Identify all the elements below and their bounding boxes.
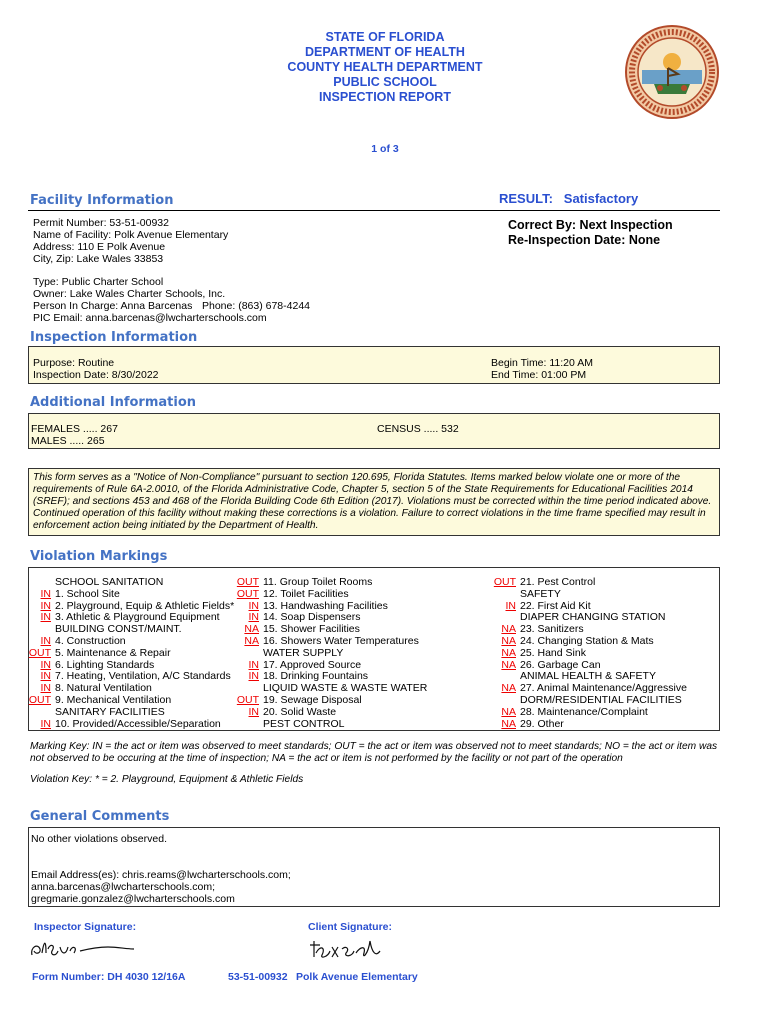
violation-row [0,612,687,624]
violation-status: OUT [236,693,259,706]
person-in-charge: Person In Charge: Anna Barcenas [33,300,193,312]
males-count: MALES ..... 265 [31,435,105,447]
page-number: 1 of 3 [371,143,399,155]
violation-item: WATER SUPPLY [263,646,344,659]
violation-item: 1. School Site [55,587,120,600]
header-line: COUNTY HEALTH DEPARTMENT [287,60,483,74]
violation-key: Violation Key: * = 2. Playground, Equipment & Athletic Fields [30,774,304,785]
comment-text: No other violations observed. [31,833,167,845]
violation-item: 17. Approved Source [263,658,362,671]
violation-item: 11. Group Toilet Rooms [263,576,373,588]
violation-status: IN [40,682,51,695]
comment-email: Email Address(es): chris.reams@lwcharterschools.com; [31,869,291,881]
violation-status: IN [248,705,259,718]
violation-item: 18. Drinking Fountains [263,670,369,683]
comment-email: anna.barcenas@lwcharterschools.com; [31,881,215,893]
violation-status: NA [501,646,516,659]
violation-status: IN [40,599,51,612]
violation-item: 25. Hand Sink [520,646,586,659]
form-number: Form Number: DH 4030 12/16A [32,971,186,983]
footer-facility: Polk Avenue Elementary [296,971,418,983]
violation-status: OUT [493,576,516,588]
violation-item: 9. Mechanical Ventilation [55,693,172,706]
violation-item: 10. Provided/Accessible/Separation [55,717,221,730]
violation-item: BUILDING CONST/MAINT. [55,623,182,636]
violation-item: 27. Animal Maintenance/Aggressive [520,682,687,695]
pic-email: PIC Email: anna.barcenas@lwcharterschools.com [33,312,267,324]
violation-item: 29. Other [520,717,564,730]
inspection-section-title: Inspection Information [30,330,198,345]
violation-status: IN [248,599,259,612]
violation-item: 21. Pest Control [520,576,596,588]
violation-item: 6. Lighting Standards [55,658,155,671]
inspector-signature [28,935,138,961]
non-compliance-notice: This form serves as a "Notice of Non-Compliance" pursuant to section 120.695, Florida Statutes. Items marked below violate one or more of the requirements of Rule 6A-2.0010, of the Florida Administrative Code, Chapter 5, section 5 of the State Requirements for Educational Facilities 2014 (SREF); and sections 453 and 468 of the Florida Building Code 6th Edition (2017). Violations must be corrected within the time period indicated above. Continued operation of this facility without making these corrections is a violation. Failure to correct violations in the time frame specified may result in enforcement action being initiated by the Department of Health. [28,468,720,536]
violation-item: 22. First Aid Kit [520,599,591,612]
client-signature [306,935,386,961]
violation-item: DORM/RESIDENTIAL FACILITIES [520,693,682,706]
violation-status: NA [501,717,516,730]
comments-section-title: General Comments [30,809,170,824]
violation-item: ANIMAL HEALTH & SAFETY [520,670,656,683]
violation-status: IN [40,717,51,730]
end-time: End Time: 01:00 PM [491,369,587,381]
violation-item: 5. Maintenance & Repair [55,646,171,659]
violation-status: IN [40,587,51,600]
violation-status: NA [501,634,516,647]
violation-status: IN [40,634,51,647]
facility-owner: Owner: Lake Wales Charter Schools, Inc. [33,288,226,300]
violation-item: 3. Athletic & Playground Equipment [55,611,220,624]
permit-number: Permit Number: 53-51-00932 [33,217,169,229]
violation-row [0,719,687,731]
violation-status: IN [40,611,51,624]
result-label: RESULT: [499,191,553,206]
comment-email: gregmarie.gonzalez@lwcharterschools.com [31,893,235,905]
violation-row [0,695,687,707]
violation-item: 7. Heating, Ventilation, A/C Standards [55,670,231,683]
state-seal-logo [624,24,720,120]
violation-row [0,636,687,648]
violation-status: IN [248,670,259,683]
inspection-purpose: Purpose: Routine [33,357,115,369]
violation-status [0,612,520,624]
violation-item: 15. Shower Facilities [263,623,360,636]
violation-status [0,671,520,683]
facility-type: Type: Public Charter School [33,276,164,288]
begin-time: Begin Time: 11:20 AM [491,357,593,369]
violation-status: IN [248,658,259,671]
violation-item: 12. Toilet Facilities [263,587,349,600]
violation-item: 13. Handwashing Facilities [263,599,388,612]
violation-status: IN [248,611,259,624]
client-signature-label: Client Signature: [308,921,393,933]
females-count: FEMALES ..... 267 [31,423,118,435]
violation-item: PEST CONTROL [263,717,345,730]
violation-item: 24. Changing Station & Mats [520,634,654,647]
violation-status: IN [40,658,51,671]
violation-item: 20. Solid Waste [263,705,337,718]
violation-item: 8. Natural Ventilation [55,682,152,695]
census-count: CENSUS ..... 532 [377,423,459,435]
facility-name: Name of Facility: Polk Avenue Elementary [33,229,229,241]
violation-item: 16. Showers Water Temperatures [263,634,419,647]
violation-item: 26. Garbage Can [520,658,601,671]
violation-row [0,648,687,660]
reinspection-date: Re-Inspection Date: None [508,233,661,247]
violation-column-3 [0,577,687,730]
marking-key: Marking Key: IN = the act or item was observed to meet standards; OUT = the act or item was observed not to meet standards; NO = the act or item was not observed to be occuring at the time of inspection; NA = the act or item is not performed by the facility or not part of the operation [30,741,718,764]
violation-item: LIQUID WASTE & WASTE WATER [263,682,428,695]
result-status [499,191,638,206]
violation-item: 19. Sewage Disposal [263,693,362,706]
violation-status [0,589,520,601]
header-line: INSPECTION REPORT [319,90,451,104]
violation-item: DIAPER CHANGING STATION [520,611,666,624]
section-divider [28,210,720,211]
additional-section-title: Additional Information [30,395,197,410]
additional-box [28,413,720,449]
inspection-date: Inspection Date: 8/30/2022 [33,369,159,381]
violation-item: SCHOOL SANITATION [55,576,164,588]
violation-status: NA [501,705,516,718]
inspector-signature-label: Inspector Signature: [34,921,137,933]
violation-item: 2. Playground, Equip & Athletic Fields* [55,599,235,612]
correct-by: Correct By: Next Inspection [508,218,673,232]
header-line: DEPARTMENT OF HEALTH [305,45,465,59]
violation-status [0,695,520,707]
header-line: PUBLIC SCHOOL [333,75,437,89]
header-line: STATE OF FLORIDA [325,30,445,44]
result-value: Satisfactory [563,191,639,206]
facility-address: Address: 110 E Polk Avenue [33,241,166,253]
violation-status: NA [501,623,516,636]
violation-status: IN [505,599,516,612]
violation-item: 23. Sanitizers [520,623,584,636]
violation-item: 28. Maintenance/Complaint [520,705,648,718]
violation-item: 4. Construction [55,634,126,647]
violation-status: NA [244,623,259,636]
facility-section-title: Facility Information [30,193,174,208]
facility-city-zip: City, Zip: Lake Wales 33853 [33,253,164,265]
pic-phone: Phone: (863) 678-4244 [202,300,310,312]
violation-row [0,589,687,601]
violation-status: OUT [28,693,51,706]
violation-status: OUT [236,576,259,588]
violation-status: NA [244,634,259,647]
violation-section-title: Violation Markings [30,549,168,564]
violation-row [0,577,687,589]
violation-status: NA [501,682,516,695]
violation-status: NA [501,658,516,671]
violation-row [0,707,687,719]
violation-status: OUT [28,646,51,659]
violation-status: OUT [236,587,259,600]
violation-item: SANITARY FACILITIES [55,705,165,718]
violation-item: SAFETY [520,587,561,600]
footer-permit: 53-51-00932 [228,971,288,983]
violation-item: 14. Soap Dispensers [263,611,361,624]
violation-status: IN [40,670,51,683]
